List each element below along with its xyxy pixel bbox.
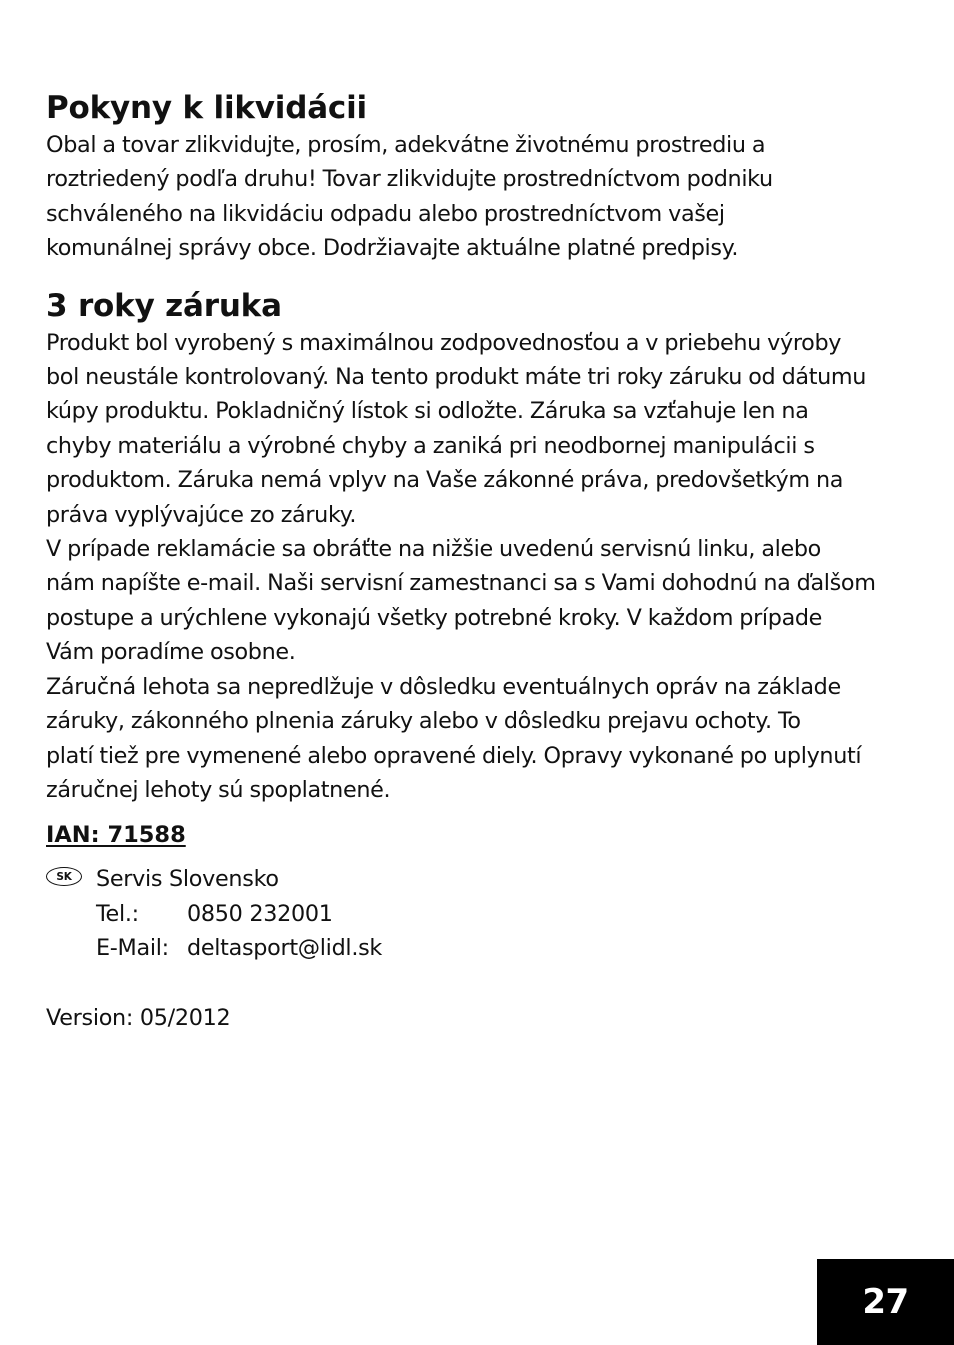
text-line: Záručná lehota sa nepredlžuje v dôsledku eventuálnych opráv na základe [46,673,841,700]
email-label: E-Mail: [96,935,169,962]
text-line: V prípade reklamácie sa obráťte na nižšie uvedenú servisnú linku, alebo [46,536,821,563]
tel-value: 0850 232001 [187,900,333,927]
tel-label: Tel.: [96,900,139,927]
warranty-paragraph [46,326,916,808]
text-line: záruky, zákonného plnenia záruky alebo v dôsledku prejavu ochoty. To [46,708,801,735]
country-badge-icon: SK [46,867,82,886]
text-line: záručnej lehoty sú spoplatnené. [46,776,391,803]
email-row [96,931,916,965]
text-line: kúpy produktu. Pokladničný lístok si odložte. Záruka sa vzťahuje len na [46,398,809,425]
text-line: schváleného na likvidáciu odpadu alebo prostredníctvom vašej [46,200,725,227]
warranty-heading: 3 roky záruka [46,287,282,324]
service-name: Servis Slovensko [96,866,279,893]
text-line: Produkt bol vyrobený s maximálnou zodpovednosťou a v priebehu výroby [46,329,842,356]
version-text: Version: 05/2012 [46,1004,231,1031]
email-value: deltasport@lidl.sk [187,935,383,962]
disposal-heading: Pokyny k likvidácii [46,90,367,126]
service-contact [46,862,916,965]
text-line: postupe a urýchlene vykonajú všetky potrebné kroky. V každom prípade [46,604,823,631]
disposal-paragraph [46,128,916,266]
ian-number: IAN: 71588 [46,822,186,849]
service-details [96,862,916,965]
tel-row [96,897,916,931]
text-line: bol neustále kontrolovaný. Na tento produkt máte tri roky záruku od dátumu [46,364,867,391]
text-line: chyby materiálu a výrobné chyby a zaniká pri neodbornej manipulácii s [46,432,815,459]
text-line: Vám poradíme osobne. [46,639,296,666]
text-line: nám napíšte e-mail. Naši servisní zamestnanci sa s Vami dohodnú na ďalšom [46,570,876,597]
text-line: roztriedený podľa druhu! Tovar zlikvidujte prostredníctvom podniku [46,166,773,193]
manual-page [46,88,916,1035]
text-line: práva vyplývajúce zo záruky. [46,501,357,528]
text-line: produktom. Záruka nemá vplyv na Vaše zákonné práva, predovšetkým na [46,467,844,494]
text-line: komunálnej správy obce. Dodržiavajte aktuálne platné predpisy. [46,235,739,262]
text-line: Obal a tovar zlikvidujte, prosím, adekvátne životnému prostrediu a [46,132,766,158]
text-line: platí tiež pre vymenené alebo opravené diely. Opravy vykonané po uplynutí [46,742,862,769]
page-number: 27 [817,1259,954,1345]
